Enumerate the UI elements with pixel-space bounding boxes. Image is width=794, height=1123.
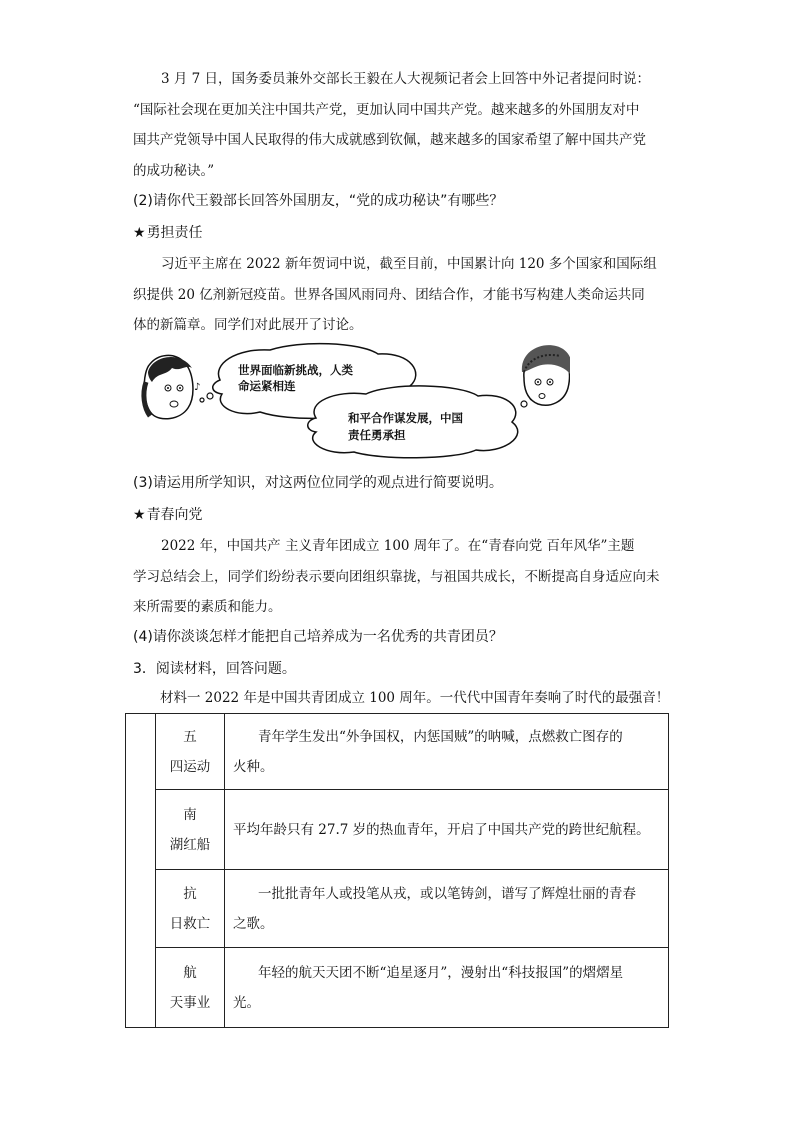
table-blank-column	[126, 714, 156, 1028]
intro-line: 国共产党领导中国人民取得的伟大成就感到钦佩，越来越多的国家希望了解中国共产党	[133, 132, 646, 148]
youth-line: 来所需要的素质和能力。	[133, 599, 282, 615]
students-discussion-illustration	[140, 342, 570, 460]
description-line1: 年轻的航天天团不断“追星逐月”，漫射出“科技报国”的熠熠星	[258, 964, 624, 981]
vaccine-paragraph	[133, 249, 673, 341]
vaccine-line: 织提供 20 亿剂新冠疫苗。世界各国风雨同舟、团结合作，才能书写构建人类命运共同	[133, 286, 645, 303]
table-event-cell	[156, 790, 225, 870]
event-name-line2: 天事业	[169, 994, 211, 1011]
table-description-cell	[225, 714, 669, 790]
section-heading-responsibility	[133, 222, 203, 244]
intro-paragraph	[133, 64, 673, 186]
description-line2: 光。	[233, 994, 260, 1011]
question-2: (2)请你代王毅部长回答外国朋友，“党的成功秘诀”有哪些？	[133, 193, 504, 209]
table-row	[126, 790, 669, 870]
star-icon: ★	[133, 225, 146, 241]
youth-league-paragraph	[133, 531, 673, 623]
table-row	[126, 714, 669, 790]
material-1-intro: 材料一 2022 年是中国共青团成立 100 周年。一代代中国青年奏响了时代的最强音！	[160, 690, 670, 706]
table-event-cell	[156, 714, 225, 790]
event-name-line2: 日救亡	[169, 915, 211, 932]
bubble-right-line1: 和平合作谋发展，中国	[348, 411, 463, 425]
question-3: (3)请运用所学知识，对这两位位同学的观点进行简要说明。	[133, 475, 503, 491]
event-name-line2: 四运动	[169, 758, 211, 775]
section-title: 青春向党	[146, 507, 203, 523]
youth-line: 2022 年，中国共产 主义青年团成立 100 周年了。在“青春向党 百年风华”主题	[161, 538, 635, 554]
description-line2: 之歌。	[233, 915, 274, 932]
youth-line: 学习总结会上，同学们纷纷表示要向团组织靠拢，与祖国共成长，不断提高自身适应向未	[133, 568, 660, 585]
intro-line: 的成功秘诀。”	[133, 162, 215, 179]
description-line2: 火种。	[233, 758, 274, 775]
event-name-line1: 南	[183, 806, 197, 823]
speech-bubble-right	[308, 386, 534, 458]
description-line1: 平均年龄只有 27.7 岁的热血青年，开启了中国共产党的跨世纪航程。	[233, 821, 650, 838]
vaccine-line: 习近平主席在 2022 新年贺词中说，截至目前，中国累计向 120 多个国家和国际组	[161, 256, 657, 272]
svg-text:♪: ♪	[194, 382, 201, 393]
bubble-left-line2: 命运紧相连	[238, 379, 296, 393]
event-name-line2: 湖红船	[169, 836, 211, 853]
event-name-line1: 五	[183, 728, 197, 745]
bubble-left-line1: 世界面临新挑战，人类	[238, 363, 353, 377]
question-3-heading: 3．阅读材料，回答问题。	[133, 661, 296, 677]
section-title: 勇担责任	[146, 225, 203, 241]
right-student-icon	[522, 345, 570, 405]
table-description-cell	[225, 948, 669, 1028]
table-row	[126, 948, 669, 1028]
intro-line: “国际社会现在更加关注中国共产党，更加认同中国共产党。越来越多的外国朋友对中	[133, 101, 640, 118]
description-line1: 青年学生发出“外争国权，内惩国贼”的呐喊，点燃救亡图存的	[258, 728, 623, 745]
bubble-right-line2: 责任勇承担	[348, 428, 406, 442]
table-row	[126, 870, 669, 948]
left-student-icon	[144, 355, 200, 418]
intro-line: 3 月 7 日，国务委员兼外交部长王毅在人大视频记者会上回答中外记者提问时说：	[161, 71, 651, 87]
table-description-cell	[225, 870, 669, 948]
star-icon: ★	[133, 507, 146, 523]
table-description-cell	[225, 790, 669, 870]
table-event-cell	[156, 948, 225, 1028]
event-name-line1: 抗	[183, 885, 197, 902]
material-table	[125, 713, 669, 1028]
vaccine-line: 体的新篇章。同学们对此展开了讨论。	[133, 317, 363, 333]
question-4: (4)请你淡谈怎样才能把自己培养成为一名优秀的共青团员？	[133, 629, 503, 645]
description-line1: 一批批青年人或投笔从戎，或以笔铸剑，谱写了辉煌壮丽的青春	[258, 885, 636, 902]
event-name-line1: 航	[183, 964, 197, 981]
table-event-cell	[156, 870, 225, 948]
section-heading-youth	[133, 504, 203, 526]
